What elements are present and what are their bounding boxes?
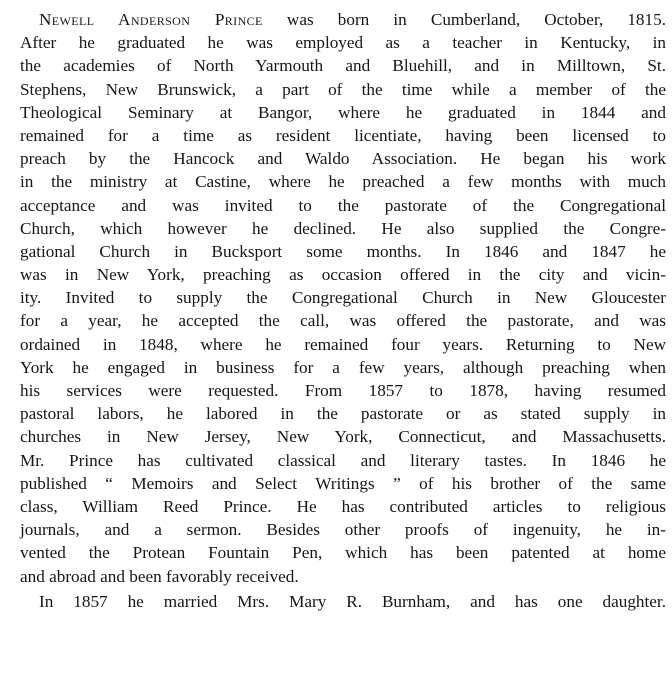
text-line-5: Theological Seminary at Bangor, where he graduated in 1844 and [20,102,666,122]
marriage-paragraph [20,590,666,613]
text-line-25: and abroad and been favorably received. [20,566,299,586]
text-line-10: Church, which however he declined. He also supplied the Congre- [20,218,666,238]
text-line-24: vented the Protean Fountain Pen, which has been patented at home [20,543,666,563]
text-line-20: Mr. Prince has cultivated classical and literary tastes. In 1846 he [20,450,666,470]
text-line-26: In 1857 he married Mrs. Mary R. Burnham, and has one daughter. [39,591,666,611]
document-page [20,8,666,613]
text-line-6: remained for a time as resident licentiate, having been licensed to [20,125,666,145]
text-line-11: gational Church in Bucksport some months. In 1846 and 1847 he [20,241,666,261]
text-line-18: pastoral labors, he labored in the pastorate or as stated supply in [20,404,666,424]
text-line-1-rest: was born in Cumberland, October, 1815. [262,10,666,29]
text-line-9: acceptance and was invited to the pastorate of the Congregational [20,195,666,215]
text-line-8: in the ministry at Castine, where he preached a few months with much [20,172,666,192]
text-line-17: his services were requested. From 1857 to 1878, having resumed [20,381,666,400]
text-line-23: journals, and a sermon. Besides other proofs of ingenuity, he in- [20,520,666,540]
biography-paragraph [20,8,666,588]
text-line-14: for a year, he accepted the call, was offered the pastorate, and was [20,311,666,331]
text-line-22: class, William Reed Prince. He has contributed articles to religious [20,496,666,516]
text-line-12: was in New York, preaching as occasion offered in the city and vicin- [20,265,666,285]
text-line-3: the academies of North Yarmouth and Bluehill, and in Milltown, St. [20,56,666,76]
text-line-7: preach by the Hancock and Waldo Association. He began his work [20,149,666,169]
person-name: Newell Anderson Prince [39,10,263,29]
text-line-13: ity. Invited to supply the Congregational Church in New Gloucester [20,288,666,308]
text-line-21: published “ Memoirs and Select Writings ” of his brother of the same [20,473,666,493]
text-line-4: Stephens, New Brunswick, a part of the time while a member of the [20,79,666,99]
text-line-2: After he graduated he was employed as a teacher in Kentucky, in [20,33,666,53]
text-line-1 [20,8,666,31]
text-line-16: York he engaged in business for a few years, although preaching when [20,357,666,377]
text-line-15: ordained in 1848, where he remained four years. Returning to New [20,334,666,354]
text-line-19: churches in New Jersey, New York, Connecticut, and Massachusetts. [20,427,666,447]
